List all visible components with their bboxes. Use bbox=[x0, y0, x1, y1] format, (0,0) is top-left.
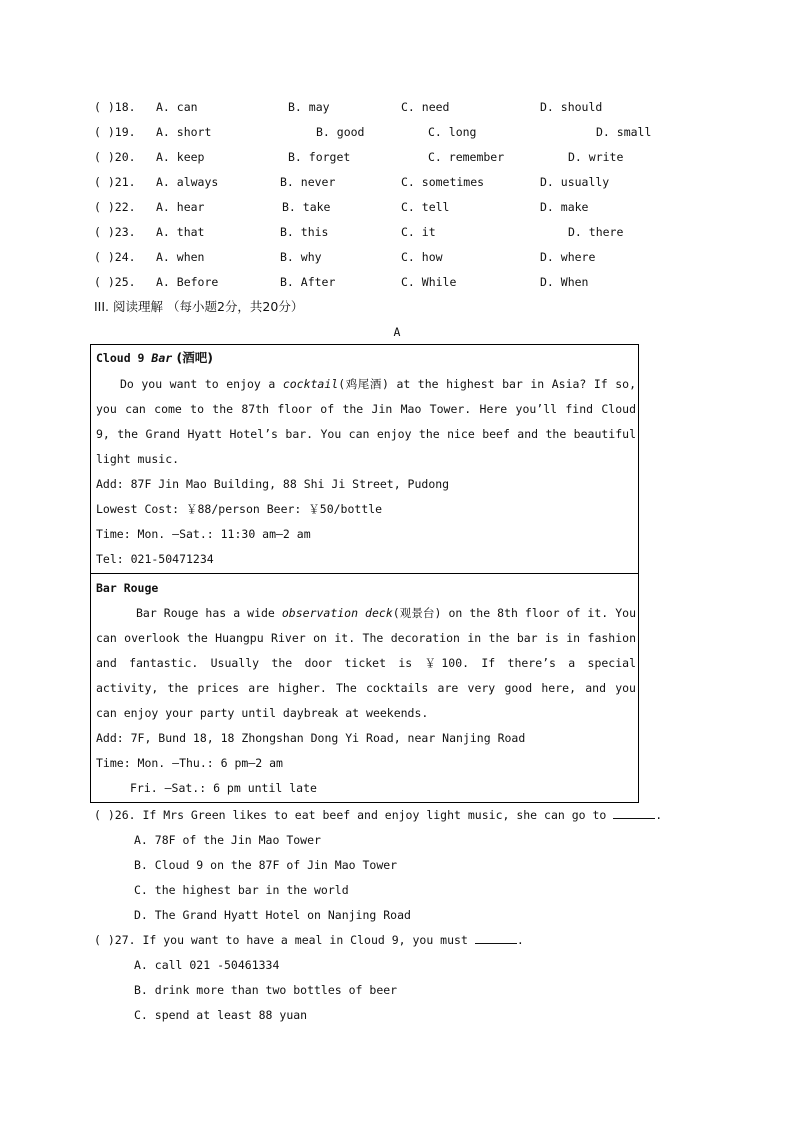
option-c: C. While bbox=[401, 275, 457, 289]
cloud9-desc-2: (鸡尾酒) at the highest bar in Asia? If so, you can come to the 87th floor of the Jin Mao Tower. Here you’ll find Cloud 9, the Grand Hyatt Hotel’s bar. You can enjoy the nice beef and the beautiful light music. bbox=[96, 377, 636, 466]
option-b: B. take bbox=[282, 200, 331, 214]
cloud9-cost: Lowest Cost: ￥88/person Beer: ￥50/bottle bbox=[96, 502, 383, 516]
cloud9-title-bar: Bar bbox=[151, 351, 173, 365]
option-d: D. where bbox=[540, 250, 596, 264]
option-c: C. it bbox=[401, 225, 436, 239]
option-c: C. sometimes bbox=[401, 175, 485, 189]
option-a: A. can bbox=[156, 100, 198, 114]
question-row bbox=[94, 197, 694, 217]
rouge-title: Bar Rouge bbox=[96, 581, 159, 595]
cloud9-desc-cocktail: cocktail bbox=[282, 377, 339, 391]
option-d: D. When bbox=[540, 275, 589, 289]
option-a: A. short bbox=[156, 125, 212, 139]
question-number: ( )21. bbox=[94, 175, 136, 189]
option-b: B. this bbox=[280, 225, 329, 239]
section-heading: III. 阅读理解 （每小题2分，共20分） bbox=[94, 299, 304, 314]
cloud9-time: Time: Mon. —Sat.: 11:30 am—2 am bbox=[96, 527, 311, 541]
rouge-time-weekend: Fri. —Sat.: 6 pm until late bbox=[130, 781, 317, 795]
option-c: C. remember bbox=[428, 150, 505, 164]
option-a: A. hear bbox=[156, 200, 205, 214]
option-b: B. may bbox=[288, 100, 330, 114]
option-b: B. good bbox=[316, 125, 365, 139]
option-a: A. always bbox=[156, 175, 219, 189]
rouge-desc-deck: observation deck bbox=[281, 606, 393, 620]
question-26-option-a: A. 78F of the Jin Mao Tower bbox=[134, 833, 321, 847]
question-number: ( )19. bbox=[94, 125, 136, 139]
option-d: D. write bbox=[568, 150, 624, 164]
passage-label: A bbox=[393, 325, 401, 339]
rouge-time-weekday: Time: Mon. —Thu.: 6 pm—2 am bbox=[96, 756, 283, 770]
option-a: A. when bbox=[156, 250, 205, 264]
question-row bbox=[94, 247, 694, 267]
option-b: B. After bbox=[280, 275, 336, 289]
option-d: D. there bbox=[568, 225, 624, 239]
rouge-desc-2: (观景台) on the 8th floor of it. You can overlook the Huangpu River on it. The decoration in the bar is in fashion and fantastic. Usually the door ticket is ￥100. If there’s a special activity, the prices are higher. The cocktails are very good here, and you can enjoy your party until daybreak at weekends. bbox=[96, 606, 636, 720]
question-row bbox=[94, 222, 694, 242]
option-b: B. forget bbox=[288, 150, 351, 164]
rouge-description bbox=[96, 601, 636, 726]
option-c: C. need bbox=[401, 100, 450, 114]
option-a: A. keep bbox=[156, 150, 205, 164]
question-27-text: ( )27. If you want to have a meal in Cloud 9, you must bbox=[94, 933, 475, 947]
option-b: B. why bbox=[280, 250, 322, 264]
option-c: C. tell bbox=[401, 200, 450, 214]
option-c: C. long bbox=[428, 125, 477, 139]
question-row bbox=[94, 122, 694, 142]
question-number: ( )23. bbox=[94, 225, 136, 239]
option-d: D. small bbox=[596, 125, 652, 139]
question-27-option-b: B. drink more than two bottles of beer bbox=[134, 983, 398, 997]
question-26-stem: ( )26. If Mrs Green likes to eat beef and enjoy light music, she can go to . bbox=[94, 808, 663, 822]
option-d: D. usually bbox=[540, 175, 610, 189]
question-number: ( )25. bbox=[94, 275, 136, 289]
question-number: ( )22. bbox=[94, 200, 136, 214]
cloud9-title bbox=[96, 348, 213, 368]
option-b: B. never bbox=[280, 175, 336, 189]
option-a: A. that bbox=[156, 225, 205, 239]
cloud9-tel: Tel: 021-50471234 bbox=[96, 552, 214, 566]
cloud9-desc-1: Do you want to enjoy a bbox=[120, 377, 283, 391]
option-d: D. should bbox=[540, 100, 603, 114]
cloud9-description bbox=[96, 372, 636, 472]
rouge-address: Add: 7F, Bund 18, 18 Zhongshan Dong Yi Road, near Nanjing Road bbox=[96, 731, 526, 745]
question-26-option-b: B. Cloud 9 on the 87F of Jin Mao Tower bbox=[134, 858, 398, 872]
question-27-stem: ( )27. If you want to have a meal in Cloud 9, you must . bbox=[94, 933, 524, 947]
question-row bbox=[94, 272, 694, 292]
option-c: C. how bbox=[401, 250, 443, 264]
question-row bbox=[94, 147, 694, 167]
question-27-option-a: A. call 021 -50461334 bbox=[134, 958, 280, 972]
cloud9-title-cn: (酒吧) bbox=[172, 350, 213, 365]
option-a: A. Before bbox=[156, 275, 219, 289]
rouge-desc-1: Bar Rouge has a wide bbox=[136, 606, 282, 620]
option-d: D. make bbox=[540, 200, 589, 214]
question-26-text: ( )26. If Mrs Green likes to eat beef and enjoy light music, she can go to bbox=[94, 808, 614, 822]
question-27-option-c: C. spend at least 88 yuan bbox=[134, 1008, 308, 1022]
cloud9-title-name: Cloud 9 bbox=[96, 351, 152, 365]
cloud9-address: Add: 87F Jin Mao Building, 88 Shi Ji Street, Pudong bbox=[96, 477, 450, 491]
question-row bbox=[94, 97, 694, 117]
question-26-option-c: C. the highest bar in the world bbox=[134, 883, 349, 897]
question-number: ( )24. bbox=[94, 250, 136, 264]
answer-blank bbox=[475, 931, 517, 944]
question-number: ( )18. bbox=[94, 100, 136, 114]
answer-blank bbox=[613, 806, 655, 819]
question-number: ( )20. bbox=[94, 150, 136, 164]
question-26-option-d: D. The Grand Hyatt Hotel on Nanjing Road bbox=[134, 908, 411, 922]
question-row bbox=[94, 172, 694, 192]
